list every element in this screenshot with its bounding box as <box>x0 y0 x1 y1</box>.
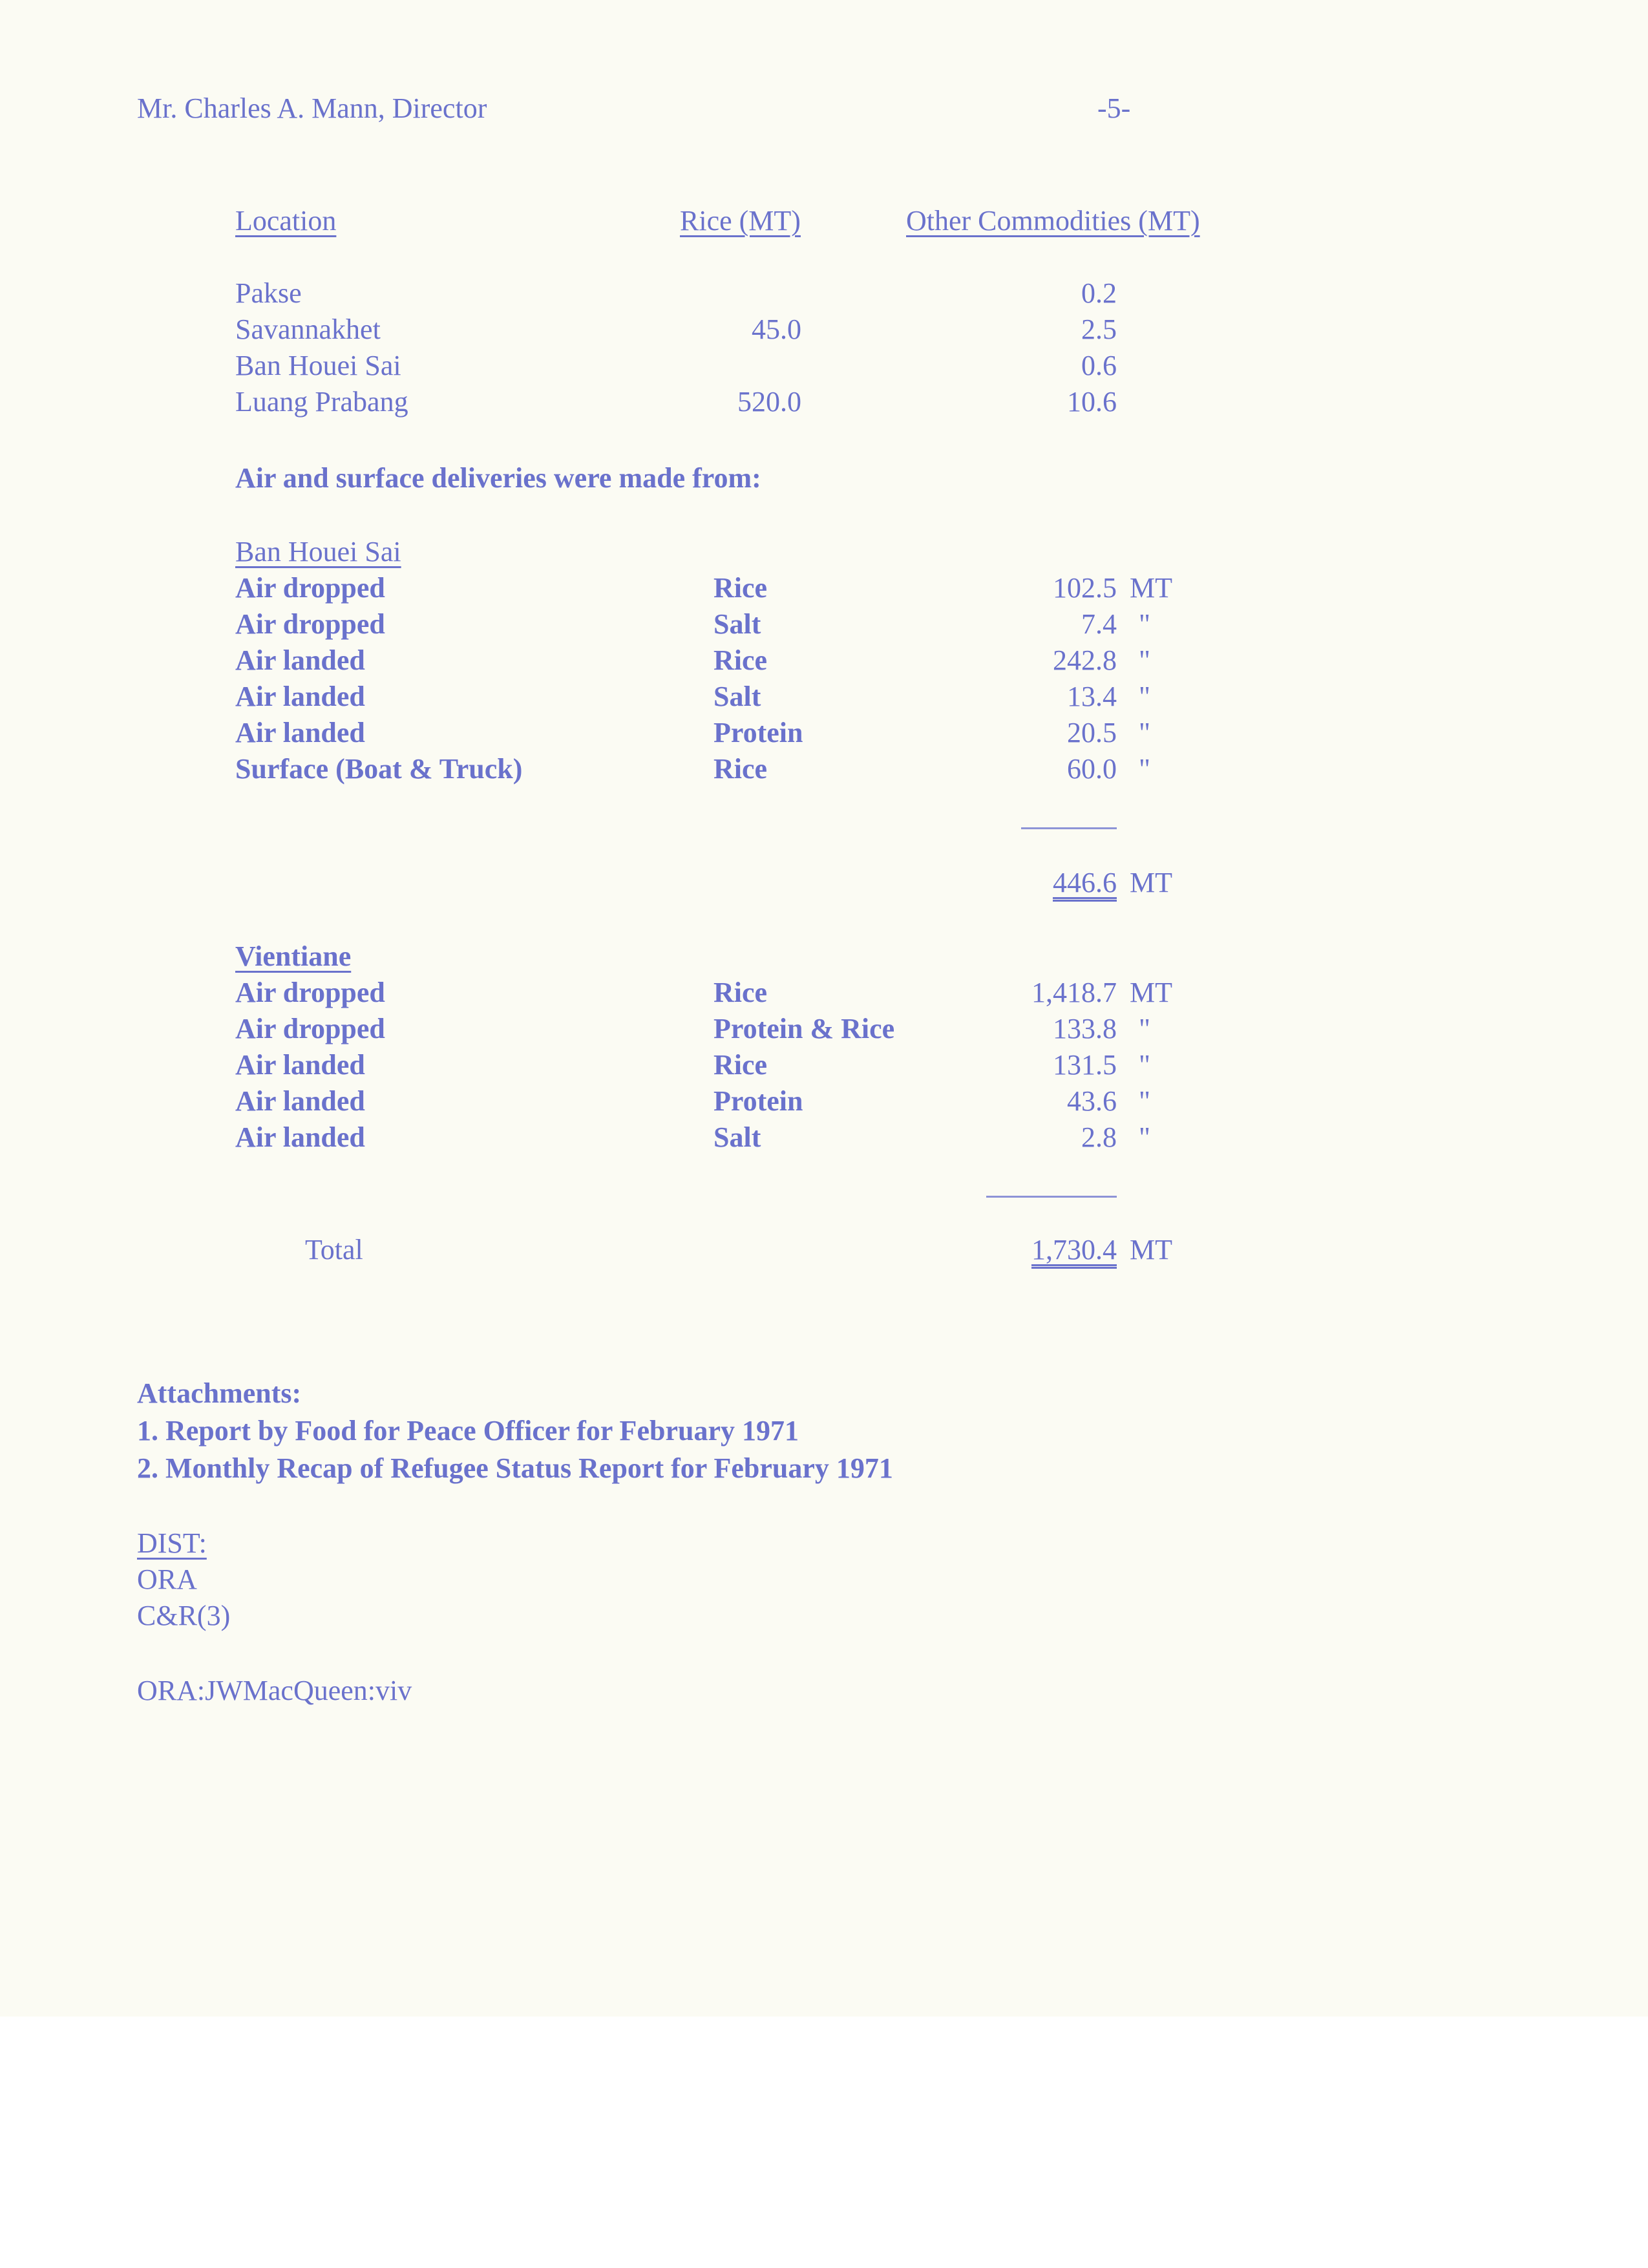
rice-cell: 520.0 <box>737 386 801 418</box>
location-cell: Pakse <box>235 277 302 309</box>
sum-rule <box>1021 827 1117 829</box>
unit-cell: " <box>1139 1121 1150 1153</box>
distribution-item: C&R(3) <box>137 1600 231 1631</box>
method-cell: Air landed <box>235 1085 365 1117</box>
page-lower-margin <box>0 2017 1648 2268</box>
method-cell: Air landed <box>235 681 365 712</box>
rice-cell: 45.0 <box>752 313 801 345</box>
other-cell: 2.5 <box>1081 313 1117 345</box>
method-cell: Air dropped <box>235 608 385 640</box>
method-cell: Air dropped <box>235 977 385 1008</box>
other-cell: 10.6 <box>1067 386 1117 418</box>
commodity-cell: Rice <box>713 644 768 676</box>
unit-cell: MT <box>1130 572 1172 604</box>
unit-cell: " <box>1139 608 1150 640</box>
amount-cell: 13.4 <box>1067 681 1117 712</box>
method-cell: Air landed <box>235 1121 365 1153</box>
unit-cell: " <box>1139 753 1150 785</box>
deliveries-intro: Air and surface deliveries were made from: <box>235 462 761 494</box>
commodity-cell: Protein <box>713 717 803 748</box>
section-heading-vientiane: Vientiane <box>235 940 352 972</box>
method-cell: Air landed <box>235 644 365 676</box>
amount-cell: 1,418.7 <box>1031 977 1117 1008</box>
subtotal-amount: 446.6 <box>1053 867 1117 898</box>
method-cell: Surface (Boat & Truck) <box>235 753 523 785</box>
amount-cell: 242.8 <box>1053 644 1117 676</box>
method-cell: Air landed <box>235 717 365 748</box>
amount-cell: 2.8 <box>1081 1121 1117 1153</box>
total-rule <box>986 1196 1117 1198</box>
location-cell: Savannakhet <box>235 313 381 345</box>
distribution-heading: DIST: <box>137 1527 207 1559</box>
commodity-cell: Rice <box>713 753 768 785</box>
total-label: Total <box>305 1234 363 1266</box>
location-cell: Luang Prabang <box>235 386 408 418</box>
commodity-cell: Protein & Rice <box>713 1013 895 1044</box>
amount-cell: 102.5 <box>1053 572 1117 604</box>
commodity-cell: Protein <box>713 1085 803 1117</box>
amount-cell: 7.4 <box>1081 608 1117 640</box>
commodity-cell: Salt <box>713 608 761 640</box>
method-cell: Air dropped <box>235 572 385 604</box>
total-amount: 1,730.4 <box>1031 1234 1117 1266</box>
location-cell: Ban Houei Sai <box>235 350 401 381</box>
unit-cell: " <box>1139 644 1150 676</box>
amount-cell: 20.5 <box>1067 717 1117 748</box>
total-unit: MT <box>1130 1234 1172 1266</box>
column-header-other-commodities: Other Commodities (MT) <box>906 205 1200 237</box>
amount-cell: 131.5 <box>1053 1049 1117 1081</box>
unit-cell: " <box>1139 681 1150 712</box>
unit-cell: MT <box>1130 977 1172 1008</box>
other-cell: 0.2 <box>1081 277 1117 309</box>
commodity-cell: Salt <box>713 681 761 712</box>
commodity-cell: Salt <box>713 1121 761 1153</box>
unit-cell: " <box>1139 1085 1150 1117</box>
amount-cell: 43.6 <box>1067 1085 1117 1117</box>
page-number: -5- <box>1097 92 1131 124</box>
unit-cell: " <box>1139 1049 1150 1081</box>
distribution-item: ORA <box>137 1563 197 1595</box>
reference-initials: ORA:JWMacQueen:viv <box>137 1675 412 1706</box>
addressee-line: Mr. Charles A. Mann, Director <box>137 92 487 124</box>
attachments-heading: Attachments: <box>137 1377 302 1409</box>
method-cell: Air landed <box>235 1049 365 1081</box>
section-heading-ban-houei-sai: Ban Houei Sai <box>235 536 401 567</box>
subtotal-unit: MT <box>1130 867 1172 898</box>
commodity-cell: Rice <box>713 1049 768 1081</box>
column-header-rice: Rice (MT) <box>680 205 801 237</box>
commodity-cell: Rice <box>713 977 768 1008</box>
unit-cell: " <box>1139 1013 1150 1044</box>
other-cell: 0.6 <box>1081 350 1117 381</box>
attachment-item: 1. Report by Food for Peace Officer for February 1971 <box>137 1415 799 1447</box>
unit-cell: " <box>1139 717 1150 748</box>
attachment-item: 2. Monthly Recap of Refugee Status Report for February 1971 <box>137 1452 893 1484</box>
amount-cell: 60.0 <box>1067 753 1117 785</box>
commodity-cell: Rice <box>713 572 768 604</box>
amount-cell: 133.8 <box>1053 1013 1117 1044</box>
method-cell: Air dropped <box>235 1013 385 1044</box>
column-header-location: Location <box>235 205 337 237</box>
